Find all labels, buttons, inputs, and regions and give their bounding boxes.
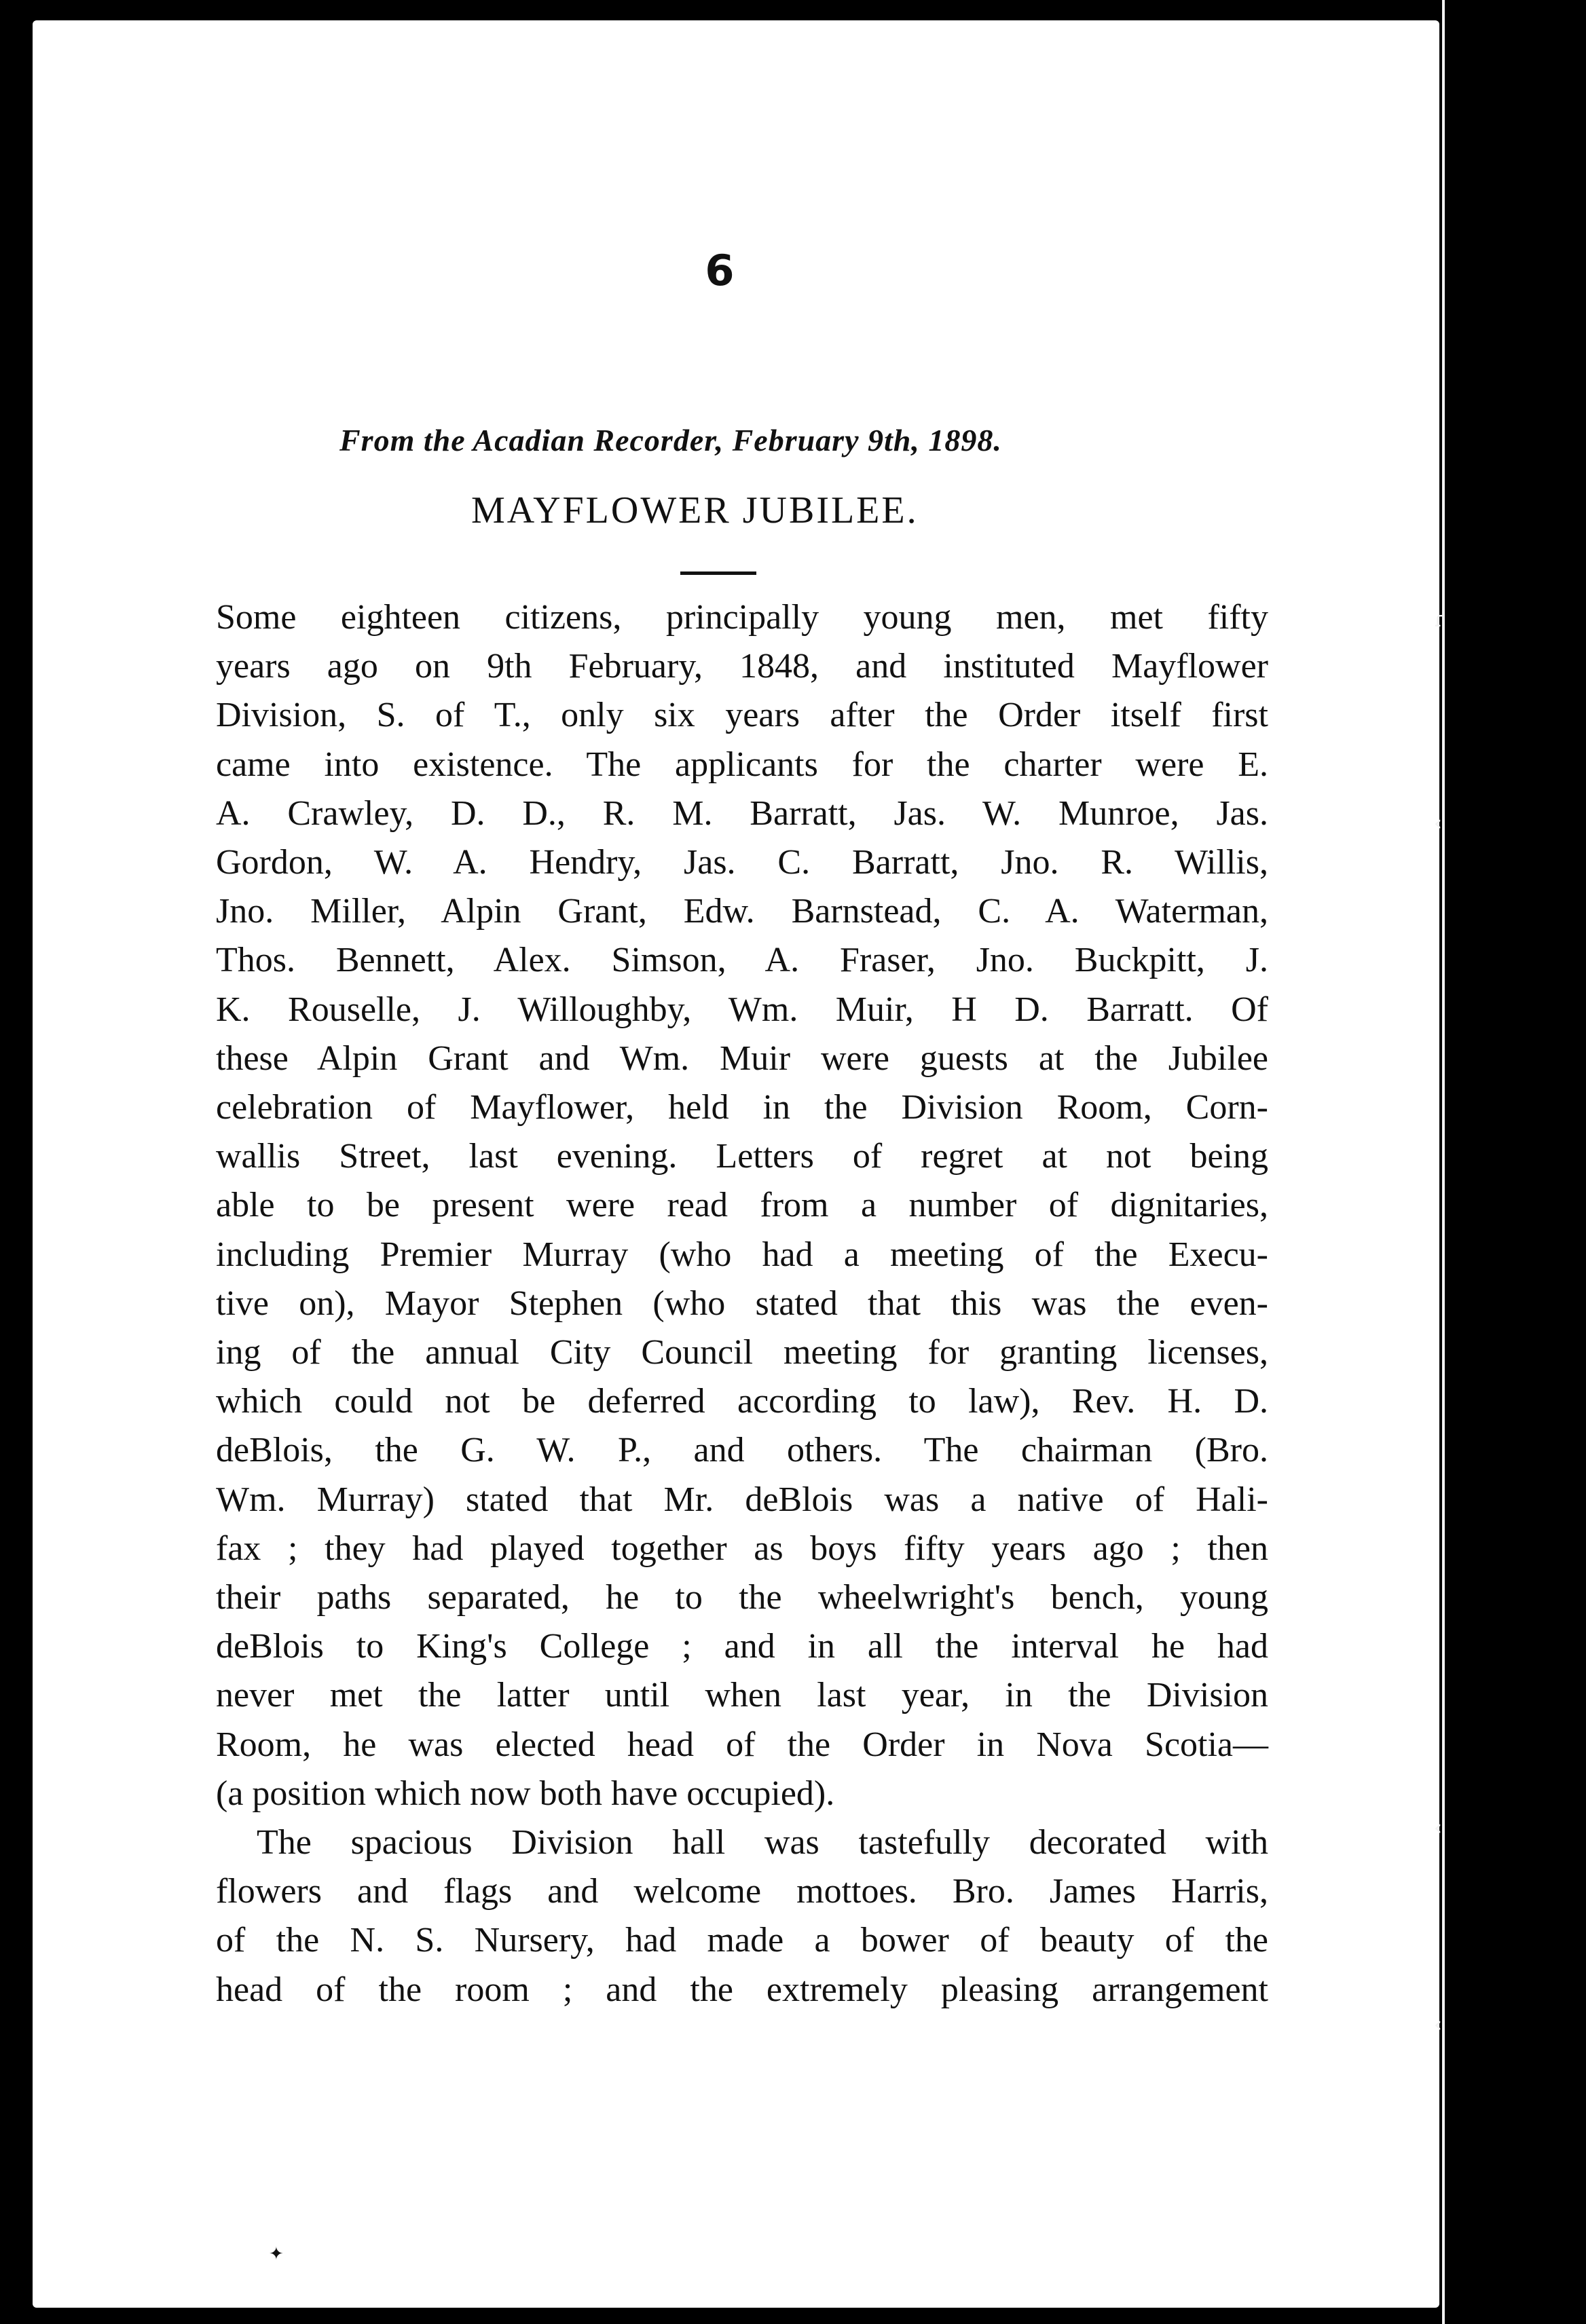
text-line: A. Crawley, D. D., R. M. Barratt, Jas. W. Munroe, Jas. (216, 793, 1268, 833)
article-body (216, 593, 1268, 2014)
text-line: Division, S. of T., only six years after the Order itself first (216, 696, 1268, 735)
text-line: Room, he was elected head of the Order in Nova Scotia— (216, 1725, 1268, 1764)
text-line: ing of the annual City Council meeting for granting licenses, (216, 1333, 1268, 1372)
text-line: their paths separated, he to the wheelwright's bench, young (216, 1578, 1268, 1617)
text-line: K. Rouselle, J. Willoughby, Wm. Muir, H D. Barratt. Of (216, 990, 1268, 1029)
text-line: wallis Street, last evening. Letters of regret at not being (216, 1137, 1268, 1176)
text-line: Wm. Murray) stated that Mr. deBlois was a native of Hali- (216, 1480, 1268, 1519)
page-number: 6 (705, 246, 735, 295)
text-line: The spacious Division hall was tastefully decorated with (257, 1823, 1268, 1862)
text-line: of the N. S. Nursery, had made a bower of beauty of the (216, 1921, 1268, 1960)
text-line: tive on), Mayor Stephen (who stated that this was the even- (216, 1283, 1268, 1323)
text-line: able to be present were read from a number of dignitaries, (216, 1186, 1268, 1225)
text-line: years ago on 9th February, 1848, and instituted Mayflower (216, 647, 1268, 686)
text-line: Some eighteen citizens, principally young men, met fifty (216, 598, 1268, 637)
text-line: (a position which now both have occupied). (216, 1774, 835, 1813)
text-line: deBlois to King's College ; and in all the interval he had (216, 1627, 1268, 1666)
ink-speck: ✦ (269, 2244, 284, 2264)
text-line: never met the latter until when last year, in the Division (216, 1676, 1268, 1715)
article-headline: MAYFLOWER JUBILEE. (471, 489, 919, 531)
edge-mark: ɾ (1434, 608, 1445, 632)
edge-mark: ‹ (1434, 2013, 1442, 2037)
text-line: came into existence. The applicants for the charter were E. (216, 745, 1268, 784)
text-line: these Alpin Grant and Wm. Muir were guests at the Jubilee (216, 1038, 1268, 1078)
page-edge-line (1442, 0, 1445, 2324)
text-line: Gordon, W. A. Hendry, Jas. C. Barratt, Jno. R. Willis, (216, 843, 1268, 882)
text-line: deBlois, the G. W. P., and others. The chairman (Bro. (216, 1431, 1268, 1470)
text-line: head of the room ; and the extremely pleasing arrangement (216, 1970, 1268, 2009)
edge-mark: ‹ (1434, 812, 1442, 836)
text-line: including Premier Murray (who had a meeting of the Execu- (216, 1235, 1268, 1274)
scan-border (1439, 0, 1586, 2324)
text-line: Thos. Bennett, Alex. Simson, A. Fraser, Jno. Buckpitt, J. (216, 941, 1268, 980)
text-line: flowers and flags and welcome mottoes. Bro. James Harris, (216, 1872, 1268, 1911)
edge-mark: ‹ (1434, 1816, 1442, 1840)
source-citation: From the Acadian Recorder, February 9th, 1898. (339, 423, 1002, 457)
text-line: fax ; they had played together as boys fifty years ago ; then (216, 1529, 1268, 1568)
text-line: Jno. Miller, Alpin Grant, Edw. Barnstead, C. A. Waterman, (216, 892, 1268, 931)
headline-rule (680, 571, 756, 575)
text-line: which could not be deferred according to law), Rev. H. D. (216, 1382, 1268, 1421)
text-line: celebration of Mayflower, held in the Division Room, Corn- (216, 1088, 1268, 1127)
